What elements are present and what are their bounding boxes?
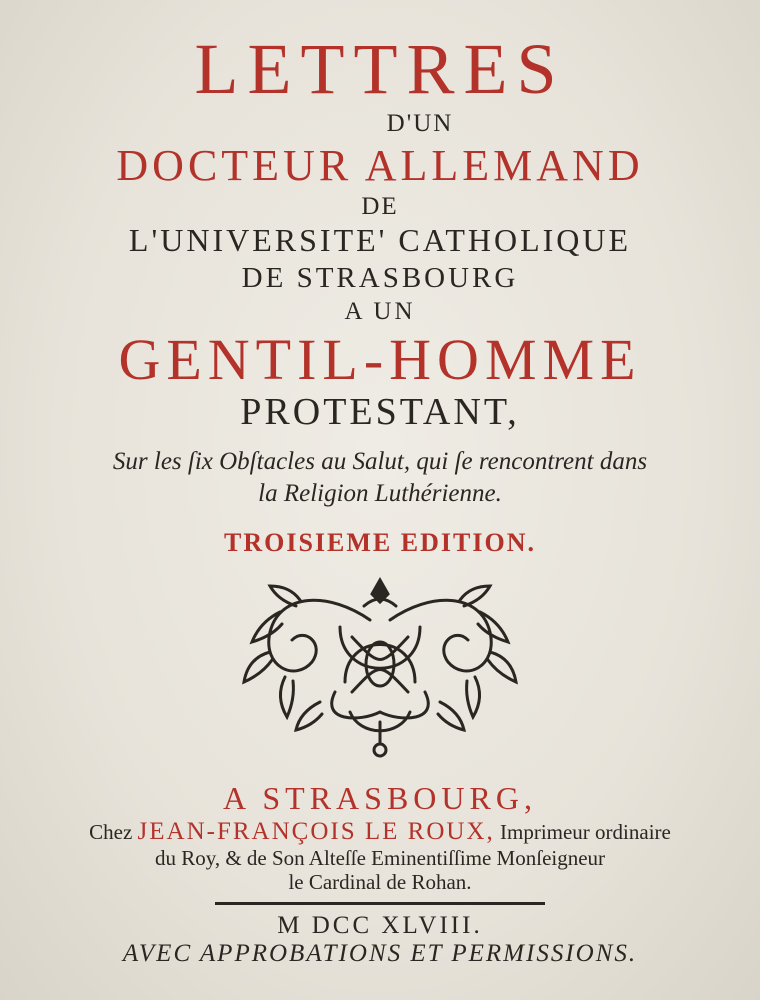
title-strasbourg: DE STRASBOURG [241, 262, 519, 294]
imprint-line-3: le Cardinal de Rohan. [288, 870, 472, 894]
title-lettres: LETTRES [194, 29, 566, 109]
publication-year: M DCC XLVIII. [277, 912, 483, 939]
title-gentil-homme: GENTIL-HOMME [118, 327, 642, 392]
printer-name: JEAN-FRANÇOIS LE ROUX, [137, 818, 495, 845]
imprint-suffix: Imprimeur ordinaire [500, 820, 671, 844]
place-of-publication: A STRASBOURG, [223, 780, 537, 816]
imprint-prefix: Chez [89, 820, 133, 844]
edition-statement: TROISIEME EDITION. [224, 528, 536, 557]
subtitle-line-2: la Religion Luthérienne. [258, 480, 502, 507]
title-docteur-allemand: DOCTEUR ALLEMAND [116, 141, 644, 190]
title-de: DE [361, 193, 399, 220]
title-dun: D'UN [386, 110, 454, 137]
divider-rule [215, 902, 545, 905]
fleuron-icon [240, 572, 520, 762]
title-protestant: PROTESTANT, [240, 391, 520, 433]
title-a-un: A UN [344, 298, 416, 325]
approbation-line: AVEC APPROBATIONS ET PERMISSIONS. [122, 940, 638, 967]
imprint-line-1 [0, 818, 760, 846]
imprint-line-2: du Roy, & de Son Alteſſe Eminentiſſime Monſeigneur [154, 846, 606, 870]
subtitle-line-1: Sur les ſix Obſtacles au Salut, qui ſe rencontrent dans [112, 448, 648, 475]
title-universite: L'UNIVERSITE' CATHOLIQUE [128, 222, 632, 258]
